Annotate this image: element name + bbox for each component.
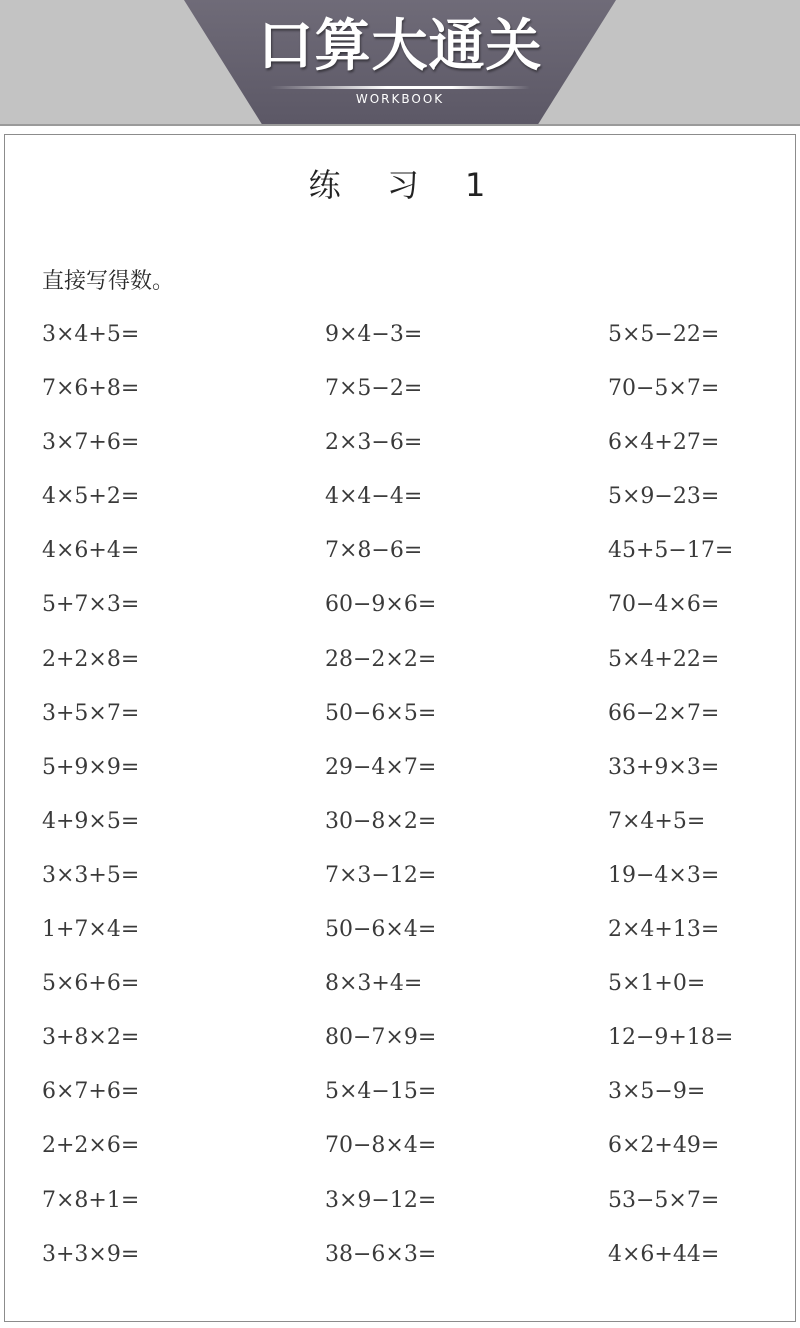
- book-title: 口算大通关: [257, 14, 543, 79]
- arithmetic-problem: 6×2+49=: [608, 1133, 720, 1159]
- arithmetic-problem: 1+7×4=: [42, 917, 140, 943]
- arithmetic-problem: 4×6+4=: [42, 538, 140, 564]
- arithmetic-problem: 2×4+13=: [608, 917, 720, 943]
- arithmetic-problem: 3+8×2=: [42, 1025, 140, 1051]
- arithmetic-problem: 12−9+18=: [608, 1025, 734, 1051]
- arithmetic-problem: 70−5×7=: [608, 376, 720, 402]
- arithmetic-problem: 5×6+6=: [42, 971, 140, 997]
- instruction-text: 直接写得数。: [42, 269, 175, 294]
- header-banner: [0, 0, 800, 126]
- arithmetic-problem: 6×7+6=: [42, 1079, 140, 1105]
- arithmetic-problem: 7×4+5=: [608, 808, 706, 834]
- arithmetic-problem: 7×6+8=: [42, 376, 140, 402]
- arithmetic-problem: 4+9×5=: [42, 808, 140, 834]
- arithmetic-problem: 2+2×8=: [42, 646, 140, 672]
- arithmetic-problem: 28−2×2=: [325, 646, 437, 672]
- arithmetic-problem: 3×9−12=: [325, 1187, 437, 1213]
- book-subtitle: WORKBOOK: [355, 92, 445, 106]
- arithmetic-problem: 4×4−4=: [325, 484, 423, 510]
- arithmetic-problem: 5+7×3=: [42, 592, 140, 618]
- arithmetic-problem: 29−4×7=: [325, 754, 437, 780]
- arithmetic-problem: 3×3+5=: [42, 862, 140, 888]
- arithmetic-problem: 53−5×7=: [608, 1187, 720, 1213]
- arithmetic-problem: 3×7+6=: [42, 430, 140, 456]
- arithmetic-problem: 4×6+44=: [608, 1241, 720, 1267]
- arithmetic-problem: 45+5−17=: [608, 538, 734, 564]
- arithmetic-problem: 70−4×6=: [608, 592, 720, 618]
- arithmetic-problem: 60−9×6=: [325, 592, 437, 618]
- arithmetic-problem: 6×4+27=: [608, 430, 720, 456]
- arithmetic-problem: 5×1+0=: [608, 971, 706, 997]
- problem-grid: [42, 308, 782, 1282]
- arithmetic-problem: 3+3×9=: [42, 1241, 140, 1267]
- title-underline: [270, 86, 530, 89]
- arithmetic-problem: 80−7×9=: [325, 1025, 437, 1051]
- arithmetic-problem: 3×5−9=: [608, 1079, 706, 1105]
- arithmetic-problem: 5×4+22=: [608, 646, 720, 672]
- arithmetic-problem: 70−8×4=: [325, 1133, 437, 1159]
- arithmetic-problem: 7×8−6=: [325, 538, 423, 564]
- arithmetic-problem: 5×5−22=: [608, 322, 720, 347]
- arithmetic-problem: 5×4−15=: [325, 1079, 437, 1105]
- arithmetic-problem: 7×3−12=: [325, 862, 437, 888]
- arithmetic-problem: 19−4×3=: [608, 862, 720, 888]
- arithmetic-problem: 9×4−3=: [325, 322, 423, 347]
- arithmetic-problem: 7×8+1=: [42, 1187, 140, 1213]
- arithmetic-problem: 3×4+5=: [42, 322, 140, 347]
- arithmetic-problem: 4×5+2=: [42, 484, 140, 510]
- arithmetic-problem: 38−6×3=: [325, 1241, 437, 1267]
- arithmetic-problem: 2×3−6=: [325, 430, 423, 456]
- arithmetic-problem: 5+9×9=: [42, 754, 140, 780]
- arithmetic-problem: 5×9−23=: [608, 484, 720, 510]
- arithmetic-problem: 50−6×4=: [325, 917, 437, 943]
- arithmetic-problem: 2+2×6=: [42, 1133, 140, 1159]
- arithmetic-problem: 50−6×5=: [325, 700, 437, 726]
- arithmetic-problem: 66−2×7=: [608, 700, 720, 726]
- arithmetic-problem: 7×5−2=: [325, 376, 423, 402]
- arithmetic-problem: 8×3+4=: [325, 971, 423, 997]
- arithmetic-problem: 3+5×7=: [42, 700, 140, 726]
- arithmetic-problem: 30−8×2=: [325, 808, 437, 834]
- arithmetic-problem: 33+9×3=: [608, 754, 720, 780]
- exercise-title: 练 习 1: [308, 166, 492, 204]
